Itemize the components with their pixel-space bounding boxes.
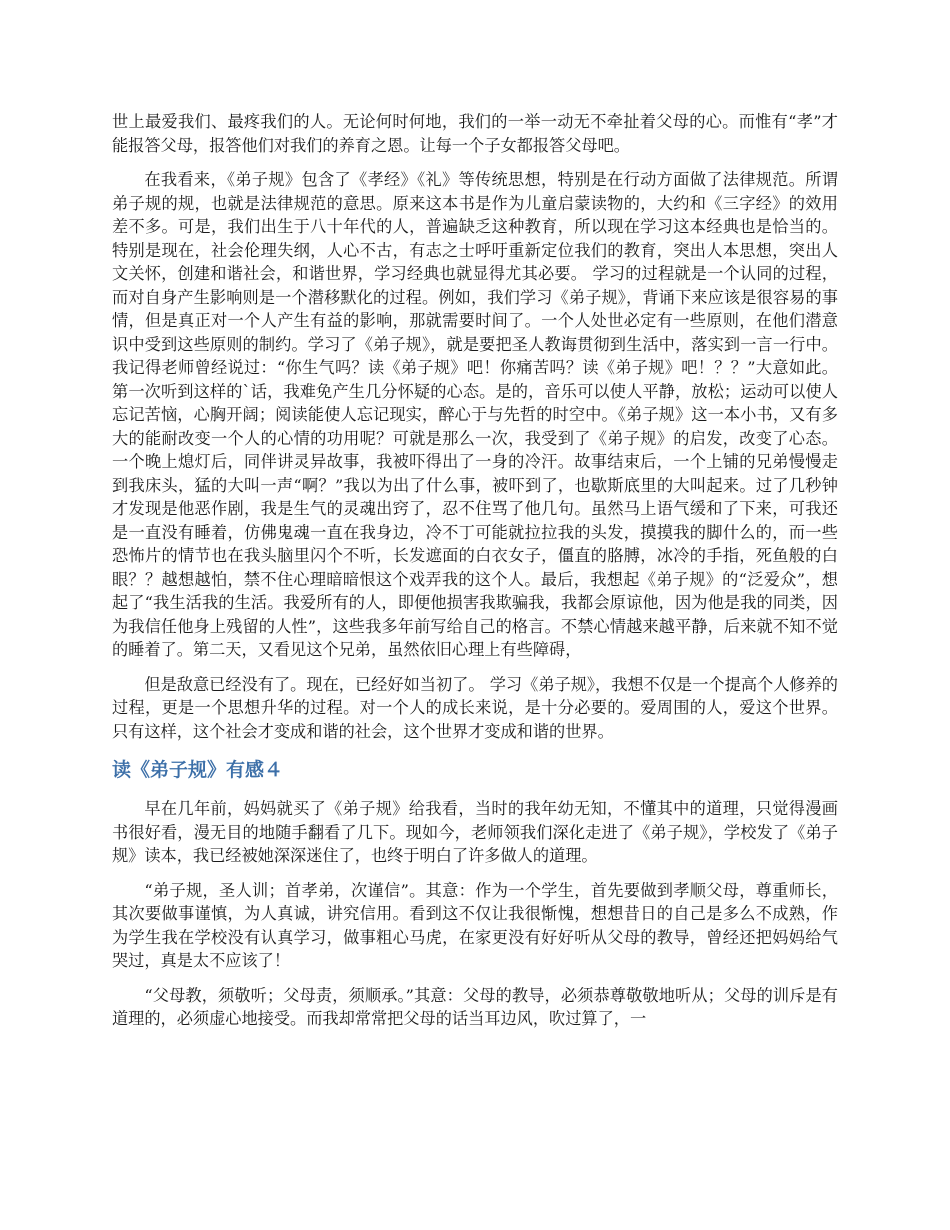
document-page bbox=[112, 110, 838, 1042]
section-heading: 读《弟子规》有感４ bbox=[112, 759, 284, 781]
paragraph: 早在几年前，妈妈就买了《弟子规》给我看，当时的我年幼无知，不懂其中的道理，只觉得漫画书很好看，漫无目的地随手翻看了几下。现如今，老师领我们深化走进了《弟子规》，学校发了《弟子规》读本，我已经被她深深迷住了，也终于明白了许多做人的道理。 bbox=[112, 799, 838, 865]
paragraph-continuation: 世上最爱我们、最疼我们的人。无论何时何地，我们的一举一动无不牵扯着父母的心。而惟有“孝”才能报答父母，报答他们对我们的养育之恩。让每一个子女都报答父母吧。 bbox=[112, 112, 838, 155]
paragraph: “弟子规，圣人训；首孝弟，次谨信”。其意：作为一个学生，首先要做到孝顺父母，尊重师长，其次要做事谨慎，为人真诚，讲究信用。看到这不仅让我很惭愧，想想昔日的自己是多么不成熟，作为学生我在学校没有认真学习，做事粗心马虎，在家更没有好好听从父母的教导，曾经还把妈妈给气哭过，真是太不应该了！ bbox=[112, 880, 838, 970]
paragraph: “父母教，须敬听；父母责，须顺承。”其意：父母的教导，必须恭尊敬敬地听从；父母的训斥是有道理的，必须虚心地接受。而我却常常把父母的话当耳边风，吹过算了，一 bbox=[112, 985, 838, 1028]
paragraph: 在我看来，《弟子规》包含了《孝经》《礼》等传统思想，特别是在行动方面做了法律规范。所谓弟子规的规，也就是法律规范的意思。原来这本书是作为儿童启蒙读物的，大约和《三字经》的效用差不多。可是，我们出生于八十年代的人，普遍缺乏这种教育，所以现在学习这本经典也是恰当的。特别是现在，社会伦理失纲，人心不古，有志之士呼吁重新定位我们的教育，突出人本思想，突出人文关怀，创建和谐社会，和谐世界，学习经典也就显得尤其必要。 学习的过程就是一个认同的过程，而对自身产生影响则是一个潜移默化的过程。例如，我们学习《弟子规》，背诵下来应该是很容易的事情，但是真正对一个人产生有益的影响，那就需要时间了。一个人处世必定有一些原则，在他们潜意识中受到这些原则的制约。学习了《弟子规》，就是要把圣人教诲贯彻到生活中，落实到一言一行中。 我记得老师曾经说过：“你生气吗？读《弟子规》吧！你痛苦吗？读《弟子规》吧！？？”大意如此。第一次听到这样的`话，我难免产生几分怀疑的心态。是的，音乐可以使人平静，放松；运动可以使人忘记苦恼，心胸开阔；阅读能使人忘记现实，醉心于与先哲的时空中。《弟子规》这一本小书，又有多大的能耐改变一个人的心情的功用呢？可就是那么一次，我受到了《弟子规》的启发，改变了心态。一个晚上熄灯后，同伴讲灵异故事，我被吓得出了一身的冷汗。故事结束后，一个上铺的兄弟慢慢走到我床头，猛的大叫一声“啊？”我以为出了什么事，被吓到了，也歇斯底里的大叫起来。过了几秒钟才发现是他恶作剧，我是生气的灵魂出窍了，忍不住骂了他几句。虽然马上语气缓和了下来，可我还是一直没有睡着，仿佛鬼魂一直在我身边，冷不丁可能就拉拉我的头发，摸摸我的脚什么的，而一些恐怖片的情节也在我头脑里闪个不听，长发遮面的白衣女子，僵直的胳膊，冰冷的手指，死鱼般的白眼？？越想越怕，禁不住心理暗暗恨这个戏弄我的这个人。最后，我想起《弟子规》的“泛爱众”，想起了“我生活我的生活。我爱所有的人，即便他损害我欺骗我，我都会原谅他，因为他是我的同类，因为我信任他身上残留的人性”，这些我多年前写给自己的格言。不禁心情越来越平静，后来就不知不觉的睡着了。第二天，又看见这个兄弟，虽然依旧心理上有些障碍， bbox=[112, 170, 838, 659]
paragraph: 但是敌意已经没有了。现在，已经好如当初了。 学习《弟子规》，我想不仅是一个提高个人修养的过程，更是一个思想升华的过程。对一个人的成长来说，是十分必要的。爱周围的人，爱这个世界。只有这样，这个社会才变成和谐的社会，这个世界才变成和谐的世界。 bbox=[112, 674, 838, 741]
